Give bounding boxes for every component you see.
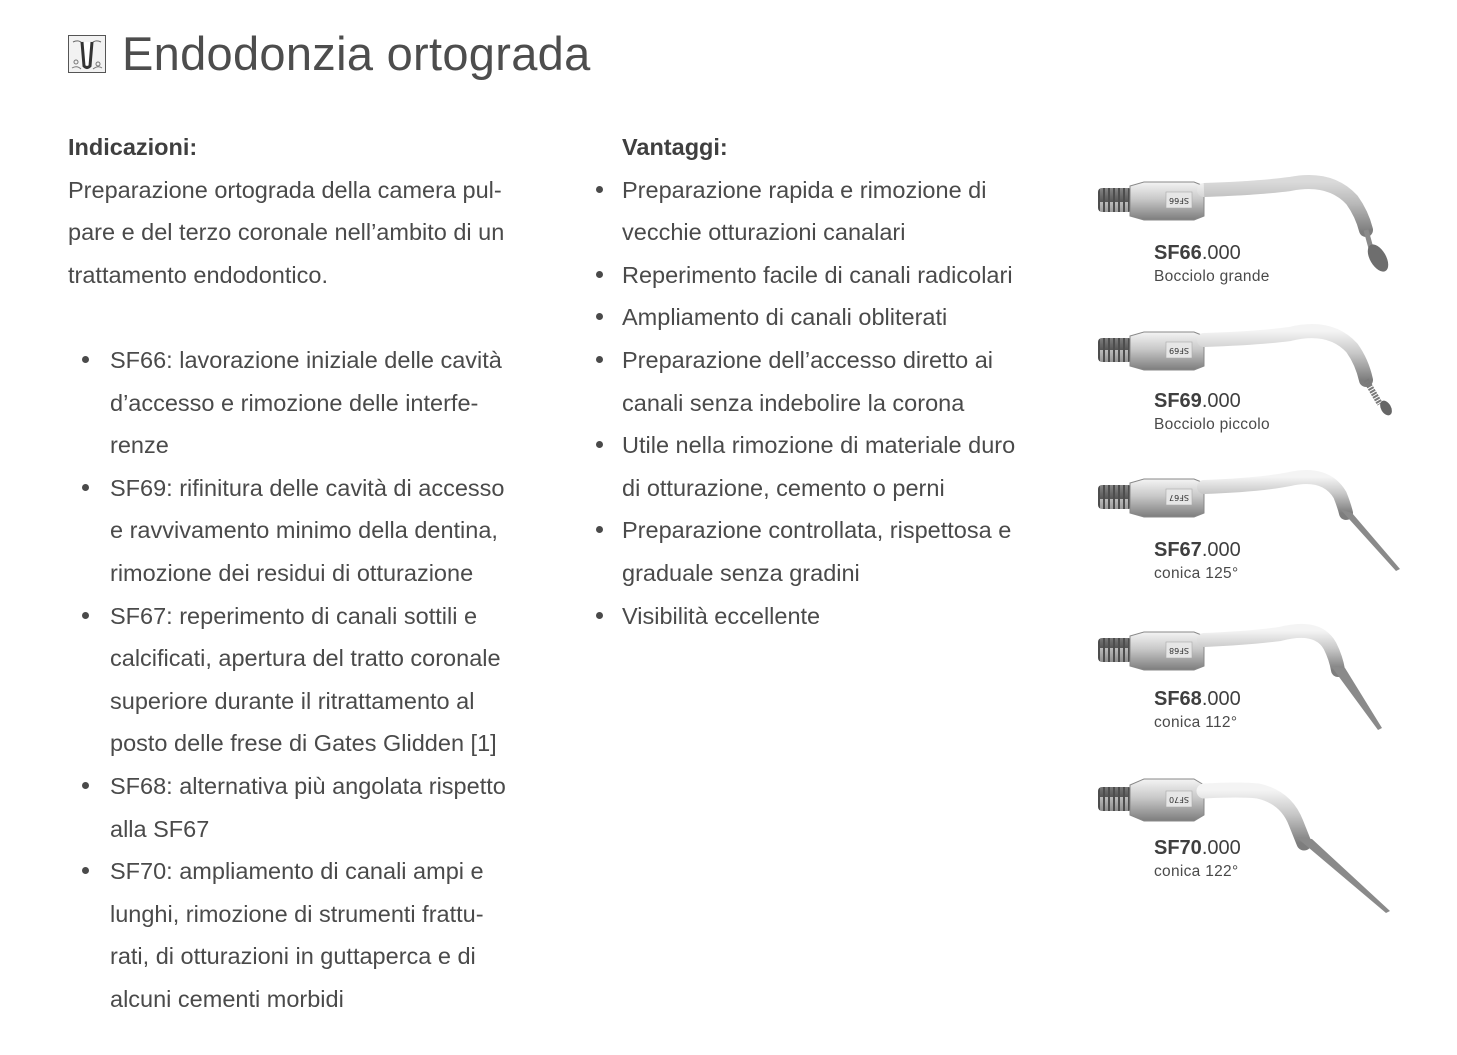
intro-line: pare e del terzo coronale nell’ambito di un — [68, 219, 505, 246]
list-item: Preparazione dell’accesso diretto ai canali senza indebolire la corona — [600, 339, 1060, 424]
svg-text:SF70: SF70 — [1169, 795, 1189, 804]
instrument-code: SF66.000 — [1154, 242, 1241, 264]
list-item: SF70: ampliamento di canali ampi e lunghi, rimozione di strumenti frattu- rati, di otturazioni in guttaperca e di alcuni cementi morbidi — [68, 850, 548, 1020]
instrument-description: Bocciolo piccolo — [1154, 416, 1270, 433]
instrument-code: SF68.000 — [1154, 688, 1241, 710]
advantages-column — [600, 126, 1060, 637]
list-item: Ampliamento di canali obliterati — [600, 296, 1060, 339]
endodontics-logo-icon — [68, 35, 106, 73]
instrument-description: conica 125° — [1154, 565, 1239, 582]
advantages-heading: Vantaggi: — [622, 134, 728, 160]
intro-line: trattamento endodontico. — [68, 261, 328, 288]
list-item: SF69: rifinitura delle cavità di accesso e ravvivamento minimo della dentina, rimozione dei residui di otturazione — [68, 467, 548, 595]
svg-text:SF66: SF66 — [1169, 196, 1189, 205]
instrument-description: Bocciolo grande — [1154, 268, 1270, 285]
svg-text:SF67: SF67 — [1169, 493, 1189, 502]
list-item: Preparazione rapida e rimozione di vecchie otturazioni canalari — [600, 169, 1060, 254]
instrument-sf67 — [1090, 469, 1410, 614]
page-title: Endodonzia ortograda — [122, 27, 591, 80]
list-item: Preparazione controllata, rispettosa e graduale senza gradini — [600, 509, 1060, 594]
instrument-sf67-image — [1090, 469, 1410, 599]
indications-intro — [68, 169, 548, 297]
instrument-sf68-image — [1090, 618, 1410, 748]
list-item: Utile nella rimozione di materiale duro di otturazione, cemento o perni — [600, 424, 1060, 509]
page-header — [68, 26, 591, 82]
instrument-sf66 — [1090, 172, 1410, 317]
indications-list — [68, 339, 548, 1021]
instrument-code: SF69.000 — [1154, 390, 1241, 412]
advantages-list — [600, 169, 1060, 638]
instrument-sf68 — [1090, 618, 1410, 763]
indications-column — [68, 126, 548, 1020]
svg-text:SF68: SF68 — [1169, 646, 1189, 655]
list-item: Reperimento facile di canali radicolari — [600, 254, 1060, 297]
instrument-description: conica 112° — [1154, 714, 1238, 731]
instrument-sf70-image — [1090, 767, 1410, 917]
intro-line: Preparazione ortograda della camera pul- — [68, 176, 502, 203]
indications-heading: Indicazioni: — [68, 134, 198, 160]
list-item: SF66: lavorazione iniziale delle cavità d’accesso e rimozione delle interfe- renze — [68, 339, 548, 467]
instrument-sf70 — [1090, 767, 1410, 912]
instrument-code: SF67.000 — [1154, 539, 1241, 561]
list-item: SF67: reperimento di canali sottili e calcificati, apertura del tratto coronale superiore durante il ritrattamento al posto delle frese di Gates Glidden [1] — [68, 595, 548, 765]
list-item: SF68: alternativa più angolata rispetto alla SF67 — [68, 765, 548, 850]
svg-text:SF69: SF69 — [1169, 346, 1189, 355]
instrument-description: conica 122° — [1154, 863, 1239, 880]
instrument-sf69 — [1090, 320, 1410, 465]
list-item: Visibilità eccellente — [600, 595, 1060, 638]
instrument-code: SF70.000 — [1154, 837, 1241, 859]
